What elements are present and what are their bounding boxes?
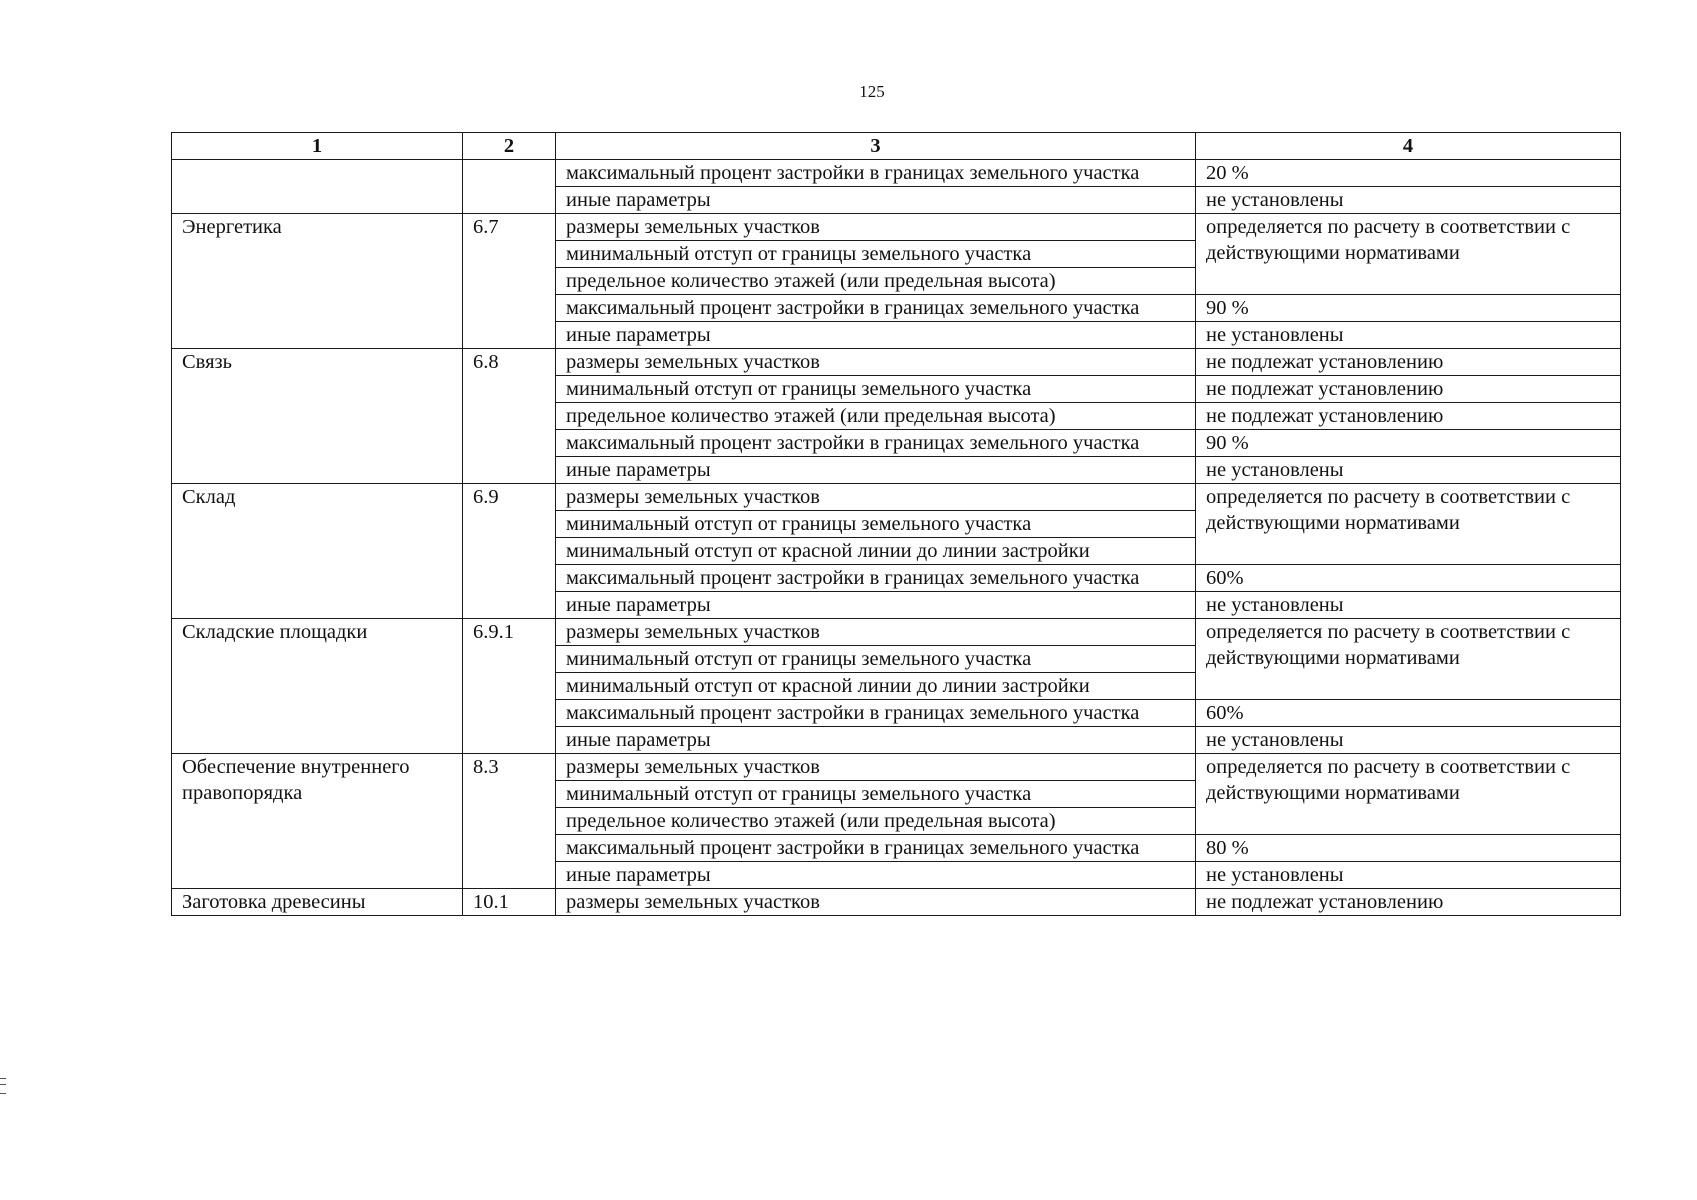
group-name-cell: Складские площадки (172, 619, 463, 754)
table-row (172, 160, 1621, 187)
param-cell: предельное количество этажей (или предельная высота) (556, 808, 1196, 835)
table-row (172, 889, 1621, 916)
value-cell: 20 % (1196, 160, 1621, 187)
value-cell: 60% (1196, 700, 1621, 727)
value-cell: не установлены (1196, 187, 1621, 214)
param-cell: размеры земельных участков (556, 214, 1196, 241)
param-cell: иные параметры (556, 727, 1196, 754)
table-row (172, 349, 1621, 376)
value-cell: определяется по расчету в соответствии с действующими нормативами (1196, 484, 1621, 565)
group-name-cell (172, 160, 463, 214)
value-cell: не подлежат установлению (1196, 889, 1621, 916)
param-cell: размеры земельных участков (556, 889, 1196, 916)
header-col-2: 2 (463, 133, 556, 160)
param-cell: максимальный процент застройки в границах земельного участка (556, 160, 1196, 187)
param-cell: минимальный отступ от границы земельного участка (556, 781, 1196, 808)
param-cell: предельное количество этажей (или предельная высота) (556, 268, 1196, 295)
table-row (172, 754, 1621, 781)
value-cell: определяется по расчету в соответствии с действующими нормативами (1196, 214, 1621, 295)
param-cell: минимальный отступ от границы земельного участка (556, 646, 1196, 673)
param-cell: размеры земельных участков (556, 349, 1196, 376)
group-name-cell: Склад (172, 484, 463, 619)
param-cell: иные параметры (556, 187, 1196, 214)
value-cell: 60% (1196, 565, 1621, 592)
param-cell: иные параметры (556, 457, 1196, 484)
value-cell: 90 % (1196, 295, 1621, 322)
value-cell: не подлежат установлению (1196, 403, 1621, 430)
param-cell: минимальный отступ от границы земельного участка (556, 241, 1196, 268)
param-cell: минимальный отступ от красной линии до линии застройки (556, 538, 1196, 565)
header-col-4: 4 (1196, 133, 1621, 160)
table-row (172, 214, 1621, 241)
group-code-cell: 8.3 (463, 754, 556, 889)
value-cell: не установлены (1196, 862, 1621, 889)
value-cell: 90 % (1196, 430, 1621, 457)
param-cell: минимальный отступ от границы земельного участка (556, 511, 1196, 538)
param-cell: максимальный процент застройки в границах земельного участка (556, 835, 1196, 862)
regulations-table (171, 132, 1621, 916)
header-col-3: 3 (556, 133, 1196, 160)
param-cell: минимальный отступ от красной линии до линии застройки (556, 673, 1196, 700)
param-cell: размеры земельных участков (556, 484, 1196, 511)
value-cell: не установлены (1196, 322, 1621, 349)
group-name-cell: Обеспечение внутреннего правопорядка (172, 754, 463, 889)
param-cell: размеры земельных участков (556, 619, 1196, 646)
param-cell: размеры земельных участков (556, 754, 1196, 781)
param-cell: максимальный процент застройки в границах земельного участка (556, 565, 1196, 592)
page-number: 125 (859, 82, 885, 101)
value-cell: определяется по расчету в соответствии с действующими нормативами (1196, 754, 1621, 835)
param-cell: предельное количество этажей (или предельная высота) (556, 403, 1196, 430)
param-cell: иные параметры (556, 592, 1196, 619)
value-cell: 80 % (1196, 835, 1621, 862)
param-cell: максимальный процент застройки в границах земельного участка (556, 430, 1196, 457)
param-cell: иные параметры (556, 862, 1196, 889)
table-row (172, 484, 1621, 511)
value-cell: не установлены (1196, 457, 1621, 484)
group-name-cell: Связь (172, 349, 463, 484)
group-code-cell: 6.8 (463, 349, 556, 484)
value-cell: не подлежат установлению (1196, 376, 1621, 403)
group-code-cell: 6.9.1 (463, 619, 556, 754)
table-row (172, 619, 1621, 646)
scan-edge-mark (0, 1078, 6, 1094)
param-cell: максимальный процент застройки в границах земельного участка (556, 295, 1196, 322)
group-name-cell: Энергетика (172, 214, 463, 349)
header-col-1: 1 (172, 133, 463, 160)
value-cell: не установлены (1196, 727, 1621, 754)
value-cell: определяется по расчету в соответствии с действующими нормативами (1196, 619, 1621, 700)
param-cell: иные параметры (556, 322, 1196, 349)
header-row (172, 133, 1621, 160)
group-code-cell: 6.7 (463, 214, 556, 349)
param-cell: минимальный отступ от границы земельного участка (556, 376, 1196, 403)
group-code-cell (463, 160, 556, 214)
value-cell: не подлежат установлению (1196, 349, 1621, 376)
param-cell: максимальный процент застройки в границах земельного участка (556, 700, 1196, 727)
value-cell: не установлены (1196, 592, 1621, 619)
group-code-cell: 6.9 (463, 484, 556, 619)
group-name-cell: Заготовка древесины (172, 889, 463, 916)
group-code-cell: 10.1 (463, 889, 556, 916)
